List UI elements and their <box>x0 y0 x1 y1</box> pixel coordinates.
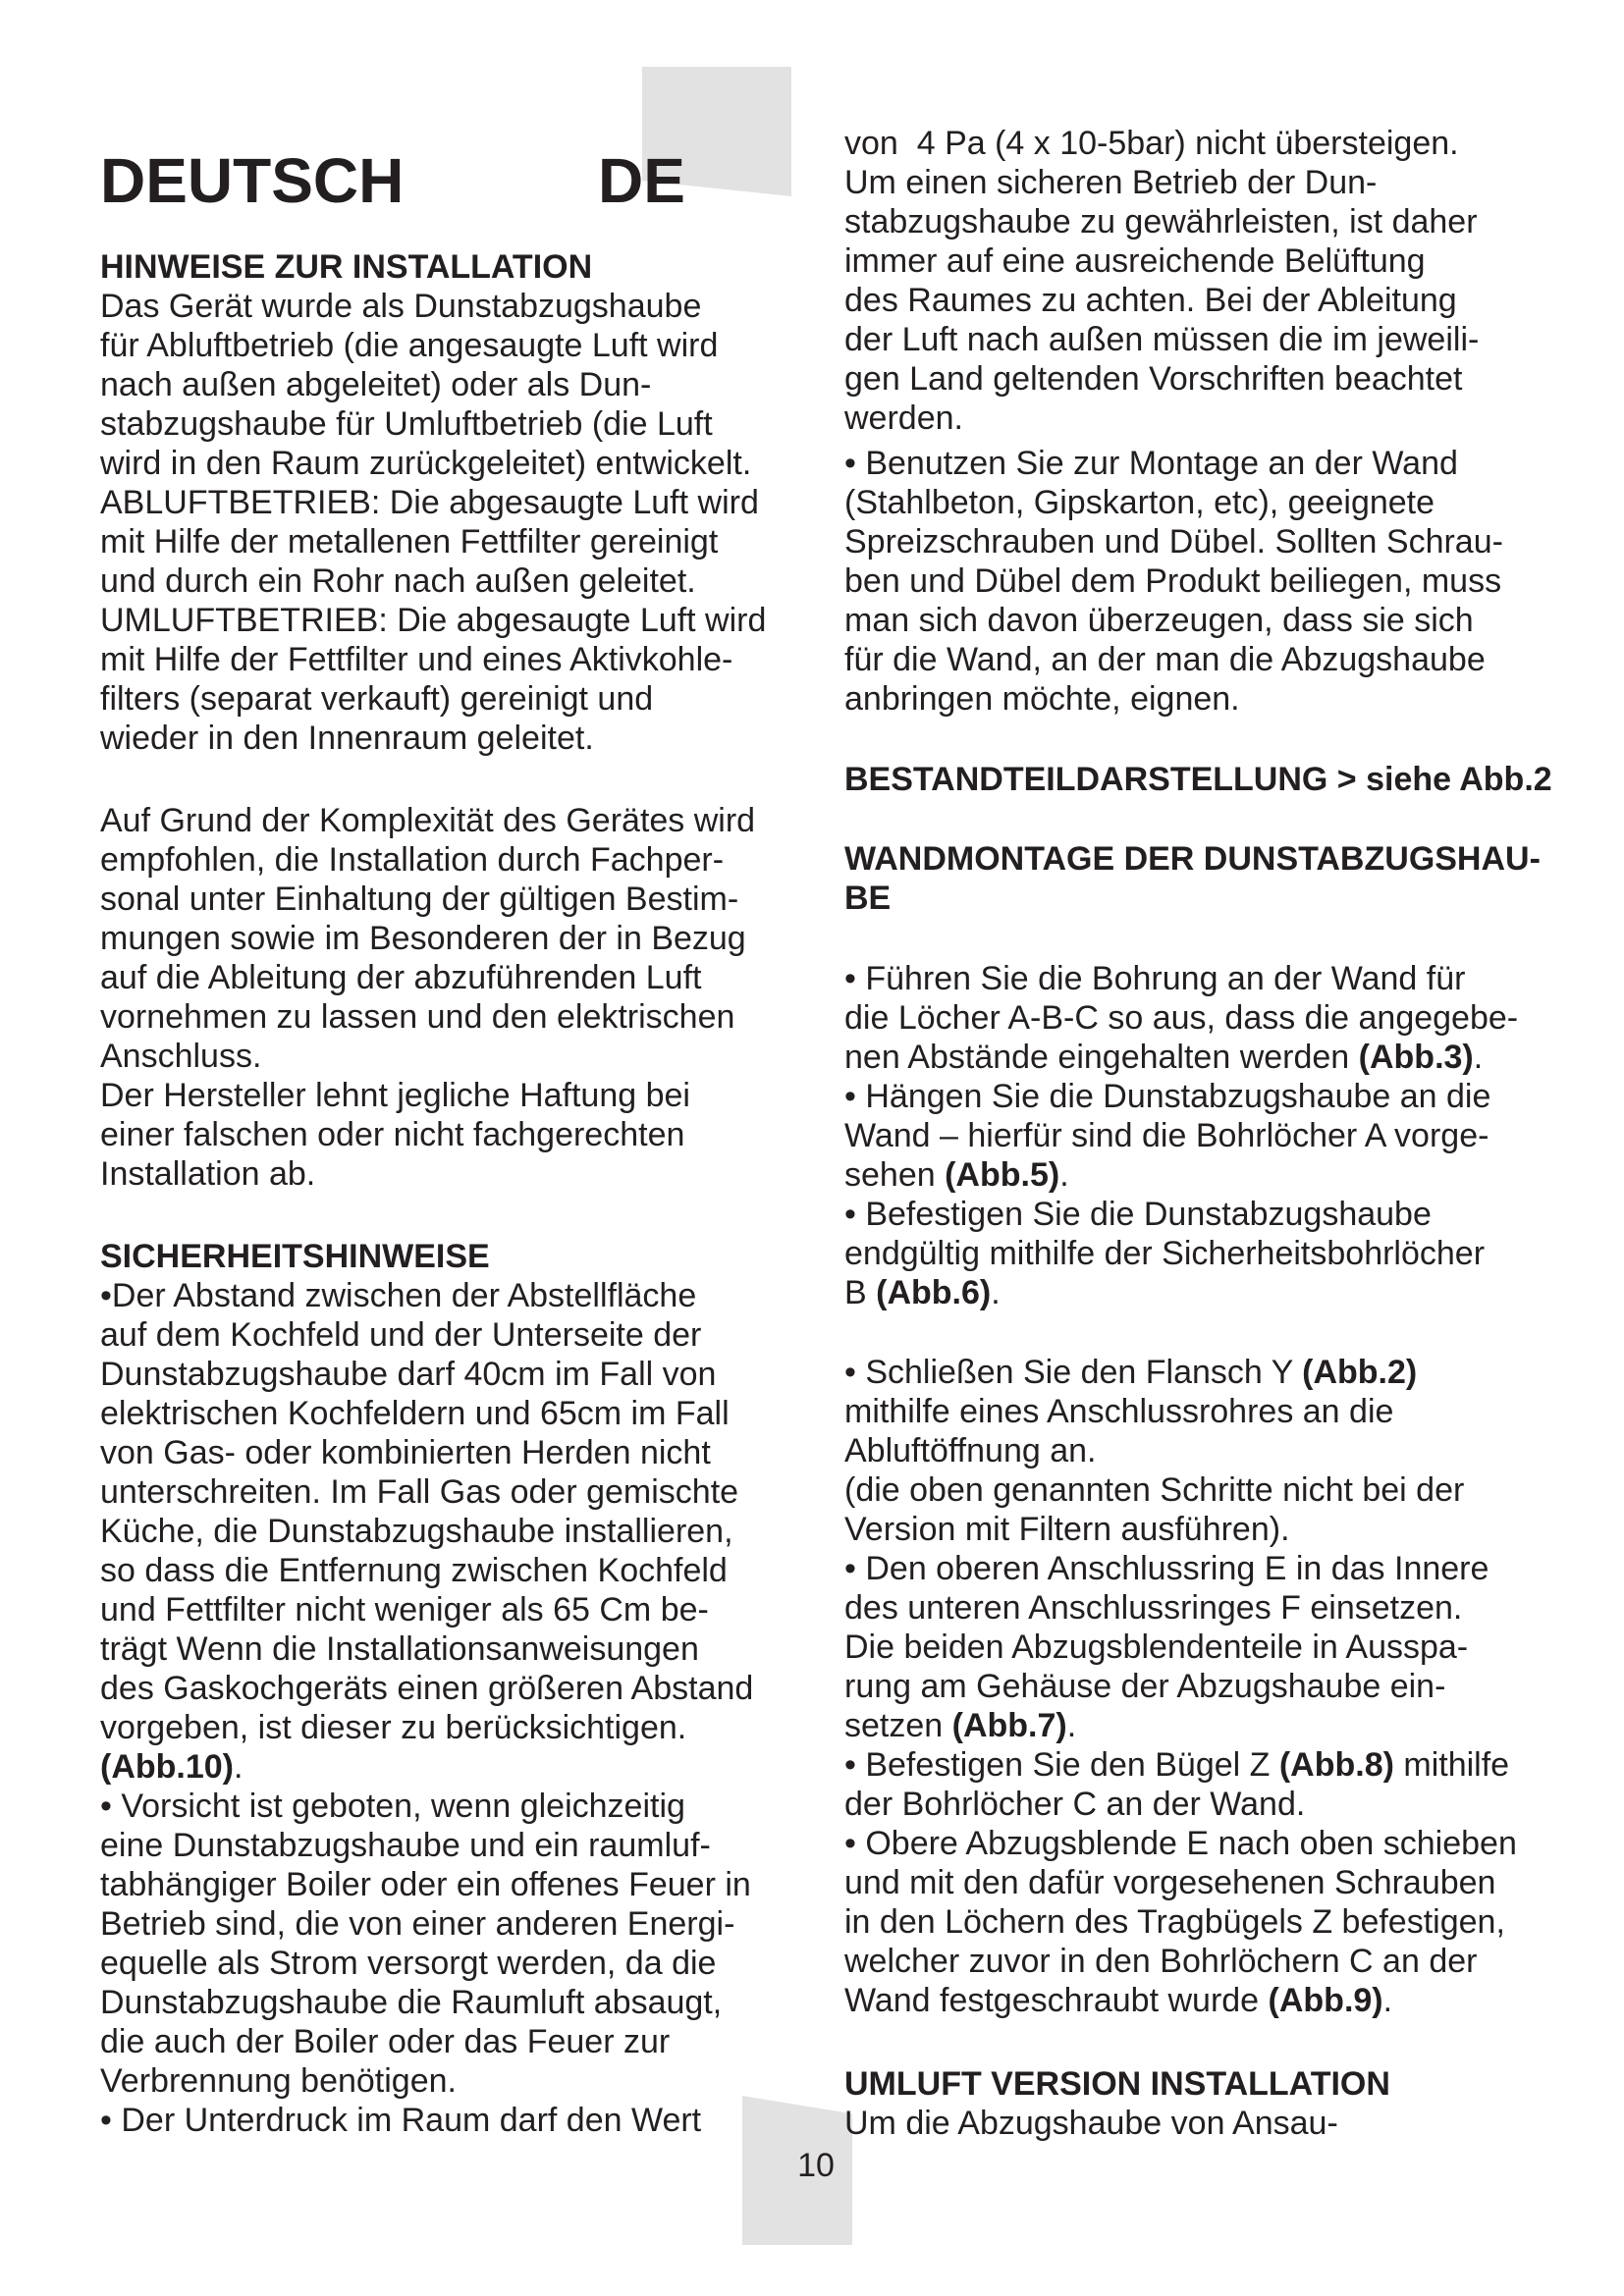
text-line: die Löcher A-B-C so aus, dass die angegebe- <box>844 999 1519 1037</box>
text-line: ben und Dübel dem Produkt beiliegen, muss <box>844 562 1502 600</box>
text-line: Dunstabzugshaube die Raumluft absaugt, <box>100 1984 723 2021</box>
text-line: mit Hilfe der Fettfilter und eines Aktivkohle- <box>100 641 733 678</box>
text-line: trägt Wenn die Installationsanweisungen <box>100 1630 699 1668</box>
page-number: 10 <box>797 2147 835 2184</box>
text-line: Der Hersteller lehnt jegliche Haftung bei <box>100 1077 690 1114</box>
text-line: gen Land geltenden Vorschriften beachtet <box>844 360 1463 398</box>
text-line: • Der Unterdruck im Raum darf den Wert <box>100 2102 702 2139</box>
text-line: und Fettfilter nicht weniger als 65 Cm be- <box>100 1591 709 1629</box>
text-line: mit Hilfe der metallenen Fettfilter gereinigt <box>100 523 719 561</box>
text-line: • Den oberen Anschlussring E in das Innere <box>844 1550 1489 1587</box>
text-line <box>844 1038 1591 1077</box>
text-line: endgültig mithilfe der Sicherheitsbohrlöcher <box>844 1235 1486 1272</box>
ventilation-continued-section <box>844 124 1591 438</box>
components-section <box>844 760 1591 799</box>
text-line <box>844 1745 1591 1785</box>
text-segment: . <box>234 1748 244 1786</box>
text-line: Um die Abzugshaube von Ansau- <box>844 2105 1338 2142</box>
text-line: unterschreiten. Im Fall Gas oder gemischte <box>100 1473 739 1511</box>
text-segment: . <box>1066 1707 1077 1744</box>
text-line: Um einen sicheren Betrieb der Dun- <box>844 164 1378 201</box>
text-line: auf dem Kochfeld und der Unterseite der <box>100 1316 702 1354</box>
text-segment: . <box>991 1274 1001 1311</box>
text-line: der Luft nach außen müssen die im jeweili- <box>844 321 1480 358</box>
text-line: eine Dunstabzugshaube und ein raumluf- <box>100 1827 711 1864</box>
text-line: stabzugshaube zu gewährleisten, ist daher <box>844 203 1478 240</box>
text-line: des unteren Anschlussringes F einsetzen. <box>844 1589 1463 1627</box>
wall-fixing-materials-section <box>844 444 1591 719</box>
text-line: auf die Ableitung der abzuführenden Luft <box>100 959 702 996</box>
text-segment: B <box>844 1274 877 1311</box>
wall-mounting-steps <box>844 959 1591 1312</box>
text-line: und durch ein Rohr nach außen geleitet. <box>100 562 696 600</box>
text-line: mithilfe eines Anschlussrohres an die <box>844 1393 1394 1430</box>
text-line: immer auf eine ausreichende Belüftung <box>844 242 1426 280</box>
text-line: Spreizschrauben und Dübel. Sollten Schrau- <box>844 523 1503 561</box>
text-segment: • Befestigen Sie den Bügel Z <box>844 1746 1279 1784</box>
text-line: vorgeben, ist dieser zu berücksichtigen. <box>100 1709 687 1746</box>
figure-reference: (Abb.7) <box>951 1707 1067 1744</box>
professional-installation-section <box>100 801 817 1194</box>
text-line: ABLUFTBETRIEB: Die abgesaugte Luft wird <box>100 484 759 521</box>
text-line: • Befestigen Sie die Dunstabzugshaube <box>844 1196 1432 1233</box>
text-line: wieder in den Innenraum geleitet. <box>100 720 594 757</box>
text-line: vornehmen zu lassen und den elektrischen <box>100 998 735 1036</box>
text-segment: . <box>1382 1982 1393 2019</box>
text-line: Betrieb sind, die von einer anderen Energi- <box>100 1905 735 1943</box>
text-line: die auch der Boiler oder das Feuer zur <box>100 2023 671 2060</box>
text-line: und mit den dafür vorgesehenen Schrauben <box>844 1864 1496 1901</box>
text-segment: nen Abstände eingehalten werden <box>844 1039 1359 1076</box>
text-line: sonal unter Einhaltung der gültigen Bestim- <box>100 881 739 918</box>
text-line: stabzugshaube für Umluftbetrieb (die Luft <box>100 405 713 443</box>
text-line: nach außen abgeleitet) oder als Dun- <box>100 366 652 403</box>
text-line: Anschluss. <box>100 1038 262 1075</box>
text-line: des Raumes zu achten. Bei der Ableitung <box>844 282 1457 319</box>
text-line <box>844 1273 1591 1312</box>
text-line: so dass die Entfernung zwischen Kochfeld <box>100 1552 728 1589</box>
text-line: welcher zuvor in den Bohrlöchern C an der <box>844 1943 1478 1980</box>
figure-reference: (Abb.5) <box>945 1156 1060 1194</box>
text-line: • Führen Sie die Bohrung an der Wand für <box>844 960 1466 997</box>
figure-reference: (Abb.10) <box>100 1748 234 1786</box>
text-line: tabhängiger Boiler oder ein offenes Feuer in <box>100 1866 751 1903</box>
text-segment: . <box>1473 1039 1484 1076</box>
text-line <box>844 1706 1591 1745</box>
text-line: Das Gerät wurde als Dunstabzugshaube <box>100 288 702 325</box>
figure-reference: (Abb.9) <box>1268 1982 1383 2019</box>
text-line: filters (separat verkauft) gereinigt und <box>100 680 654 718</box>
text-line: für Abluftbetrieb (die angesaugte Luft wird <box>100 327 719 364</box>
text-line: (die oben genannten Schritte nicht bei der <box>844 1471 1465 1509</box>
section-heading-wall-mounting: WANDMONTAGE DER DUNSTABZUGSHAU- <box>844 840 1541 878</box>
text-line <box>844 1353 1591 1392</box>
text-line: • Benutzen Sie zur Montage an der Wand <box>844 445 1458 482</box>
text-segment: Wand festgeschraubt wurde <box>844 1982 1269 2019</box>
text-line: • Vorsicht ist geboten, wenn gleichzeitig <box>100 1788 685 1825</box>
text-line: rung am Gehäuse der Abzugshaube ein- <box>844 1668 1446 1705</box>
figure-reference: (Abb.8) <box>1278 1746 1394 1784</box>
text-segment: mithilfe <box>1393 1746 1510 1784</box>
text-line: werden. <box>844 400 963 437</box>
language-code: DE <box>598 145 685 216</box>
text-line: Die beiden Abzugsblendenteile in Ausspa- <box>844 1629 1469 1666</box>
text-line <box>100 1747 817 1787</box>
text-line: (Stahlbeton, Gipskarton, etc), geeignete <box>844 484 1435 521</box>
text-line: Wand – hierfür sind die Bohrlöcher A vorge- <box>844 1117 1489 1154</box>
text-line: •Der Abstand zwischen der Abstellfläche <box>100 1277 697 1314</box>
text-line: von Gas- oder kombinierten Herden nicht <box>100 1434 711 1471</box>
text-line: der Bohrlöcher C an der Wand. <box>844 1786 1306 1823</box>
text-line: Abluftöffnung an. <box>844 1432 1097 1469</box>
text-line: Installation ab. <box>100 1155 316 1193</box>
recirculation-section <box>844 2064 1591 2143</box>
figure-reference: (Abb.2) <box>1302 1354 1418 1391</box>
text-segment: • Schließen Sie den Flansch Y <box>844 1354 1303 1391</box>
text-line: Küche, die Dunstabzugshaube installieren, <box>100 1513 733 1550</box>
text-line: empfohlen, die Installation durch Fachper- <box>100 841 725 879</box>
language-title: DEUTSCH <box>100 145 405 216</box>
text-line: man sich davon überzeugen, dass sie sich <box>844 602 1474 639</box>
section-heading-recirculation: UMLUFT VERSION INSTALLATION <box>844 2065 1390 2103</box>
text-line: elektrischen Kochfeldern und 65cm im Fall <box>100 1395 730 1432</box>
flange-and-cover-steps <box>844 1353 1591 2020</box>
section-heading-components: BESTANDTEILDARSTELLUNG > siehe Abb.2 <box>844 761 1552 798</box>
text-line: Dunstabzugshaube darf 40cm im Fall von <box>100 1356 717 1393</box>
text-line: Verbrennung benötigen. <box>100 2062 457 2100</box>
text-line <box>844 1155 1591 1195</box>
text-line: anbringen möchte, eignen. <box>844 680 1240 718</box>
text-line: für die Wand, an der man die Abzugshaube <box>844 641 1486 678</box>
text-line: einer falschen oder nicht fachgerechten <box>100 1116 685 1153</box>
text-line <box>844 1981 1591 2020</box>
text-line: • Hängen Sie die Dunstabzugshaube an die <box>844 1078 1491 1115</box>
text-line: wird in den Raum zurückgeleitet) entwickelt. <box>100 445 752 482</box>
text-line: • Obere Abzugsblende E nach oben schieben <box>844 1825 1517 1862</box>
text-line: mungen sowie im Besonderen der in Bezug <box>100 920 746 957</box>
text-line: in den Löchern des Tragbügels Z befestigen, <box>844 1903 1505 1941</box>
text-line: von 4 Pa (4 x 10-5bar) nicht übersteigen. <box>844 125 1459 162</box>
text-segment: setzen <box>844 1707 952 1744</box>
section-heading-safety-notes: SICHERHEITSHINWEISE <box>100 1238 490 1275</box>
section-heading-installation-notes: HINWEISE ZUR INSTALLATION <box>100 248 593 286</box>
text-line: UMLUFTBETRIEB: Die abgesaugte Luft wird <box>100 602 767 639</box>
text-line: Version mit Filtern ausführen). <box>844 1511 1290 1548</box>
wall-mounting-heading <box>844 839 1591 918</box>
text-segment: . <box>1059 1156 1069 1194</box>
text-line: Auf Grund der Komplexität des Gerätes wird <box>100 802 756 839</box>
text-line: des Gaskochgeräts einen größeren Abstand <box>100 1670 754 1707</box>
installation-notes-section <box>100 247 817 758</box>
figure-reference: (Abb.3) <box>1358 1039 1474 1076</box>
text-line: equelle als Strom versorgt werden, da die <box>100 1945 717 1982</box>
figure-reference: (Abb.6) <box>876 1274 992 1311</box>
section-heading-wall-mounting-continued: BE <box>844 880 892 917</box>
safety-notes-section <box>100 1237 817 2140</box>
text-segment: sehen <box>844 1156 946 1194</box>
